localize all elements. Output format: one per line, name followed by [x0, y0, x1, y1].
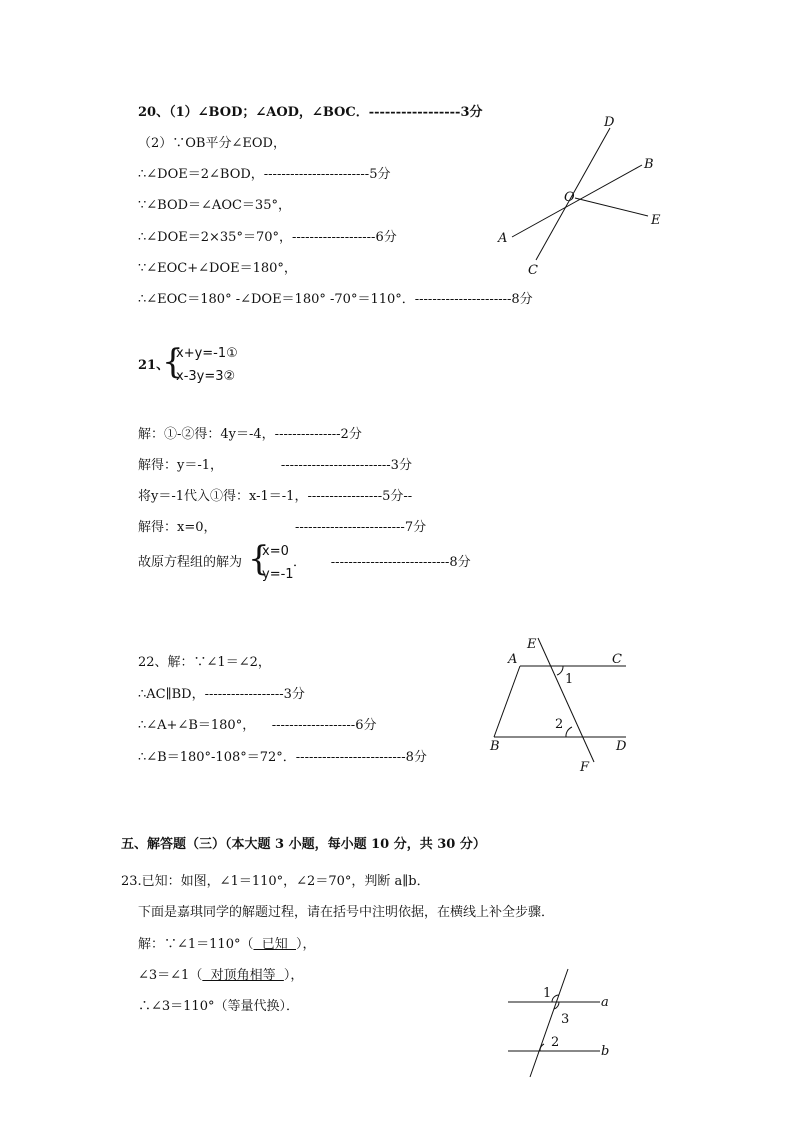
label-E: E — [527, 637, 537, 652]
q23-line-4-pre: ∠3＝∠1（ — [138, 968, 203, 983]
q23-line-3-post: ）， — [296, 937, 316, 952]
label-b: b — [601, 1044, 610, 1059]
q20-line-3: ∴∠DOE＝2∠BOD，------------------------5分 — [138, 167, 391, 182]
q23-line-1: 23.已知：如图，∠1＝110°，∠2＝70°，判断 a∥b． — [121, 874, 430, 889]
label-a: a — [601, 995, 609, 1010]
q21-equation-2: x-3y=3② — [176, 369, 236, 384]
label-E: E — [651, 213, 661, 228]
angle-1-arc — [557, 666, 563, 675]
q20-line-1: 20、（1）∠BOD；∠AOD，∠BOC．-----------------3分 — [138, 105, 483, 120]
q21-brace: { — [162, 342, 184, 382]
q21-line-4: 解得：x=0， -------------------------7分 — [138, 520, 427, 535]
label-angle-2: 2 — [551, 1035, 560, 1050]
q21-line-1: 解：①-②得：4y＝-4，---------------2分 — [138, 427, 362, 442]
label-O: O — [564, 190, 575, 205]
q21-answer-suffix: ． ---------------------------8分 — [293, 555, 471, 570]
q23-fill-2: 对顶角相等 — [202, 968, 284, 983]
label-F: F — [580, 760, 590, 775]
q21-line-2: 解得：y＝-1， -------------------------3分 — [138, 458, 412, 473]
q21-line-3: 将y＝-1代入①得：x-1＝-1，-----------------5分-- — [138, 489, 413, 504]
q20-line-2: （2）∵OB平分∠EOD， — [138, 136, 286, 151]
label-B: B — [644, 157, 654, 172]
line-BA — [512, 165, 642, 237]
q22-line-2: ∴AC∥BD，------------------3分 — [138, 687, 305, 702]
label-A: A — [498, 231, 508, 246]
q21-equation-1: x+y=-1① — [176, 346, 238, 361]
angle-2-arc — [566, 727, 572, 737]
q23-fill-1: 已知 — [253, 937, 297, 952]
label-D: D — [616, 739, 627, 754]
q21-answer-prefix: 故原方程组的解为 — [138, 555, 243, 570]
q20-line-6: ∵∠EOC+∠DOE＝180°， — [138, 261, 297, 276]
q20-line-7: ∴∠EOC＝180° -∠DOE＝180° -70°＝110°．----------------------8分 — [138, 292, 533, 307]
label-angle-2: 2 — [555, 717, 564, 732]
q21-answer-y: y=-1 — [262, 567, 294, 582]
ray-OE — [575, 198, 648, 216]
q23-line-3 — [138, 936, 316, 954]
line-AB — [494, 666, 520, 737]
q22-line-1: 22、解：∵∠1＝∠2， — [138, 655, 271, 670]
label-angle-1: 1 — [543, 986, 552, 1001]
label-C: C — [528, 263, 538, 278]
q22-figure — [486, 632, 646, 782]
label-B: B — [490, 739, 500, 754]
q23-figure — [500, 965, 630, 1080]
label-A: A — [508, 652, 518, 667]
label-angle-3: 3 — [561, 1012, 570, 1027]
line-EF — [538, 638, 594, 762]
angle-2-arc — [540, 1044, 544, 1051]
q20-figure — [490, 110, 680, 280]
q20-line-5: ∴∠DOE＝2×35°＝70°，-------------------6分 — [138, 230, 397, 245]
q23-line-4-post: ）， — [283, 968, 304, 983]
label-angle-1: 1 — [565, 672, 574, 687]
q22-line-4: ∴∠B＝180°-108°＝72°．-------------------------8分 — [138, 750, 427, 765]
q23-line-4 — [138, 967, 303, 985]
q21-number: 21、 — [138, 358, 170, 373]
section-5-heading: 五、解答题（三）（本大题 3 小题，每小题 10 分，共 30 分） — [121, 837, 486, 852]
q20-line-4: ∵∠BOD＝∠AOC＝35°， — [138, 198, 291, 213]
q22-line-3: ∴∠A+∠B＝180°， -------------------6分 — [138, 718, 377, 733]
q23-line-3-pre: 解：∵∠1＝110°（ — [138, 937, 254, 952]
q23-line-2: 下面是嘉琪同学的解题过程，请在括号中注明依据，在横线上补全步骤． — [138, 905, 555, 920]
label-D: D — [604, 115, 615, 130]
q21-answer-x: x=0 — [262, 544, 289, 559]
q23-line-5: ∴∠3＝110°（等量代换）． — [138, 999, 299, 1014]
q21-answer-brace: { — [248, 539, 270, 579]
label-C: C — [612, 652, 622, 667]
